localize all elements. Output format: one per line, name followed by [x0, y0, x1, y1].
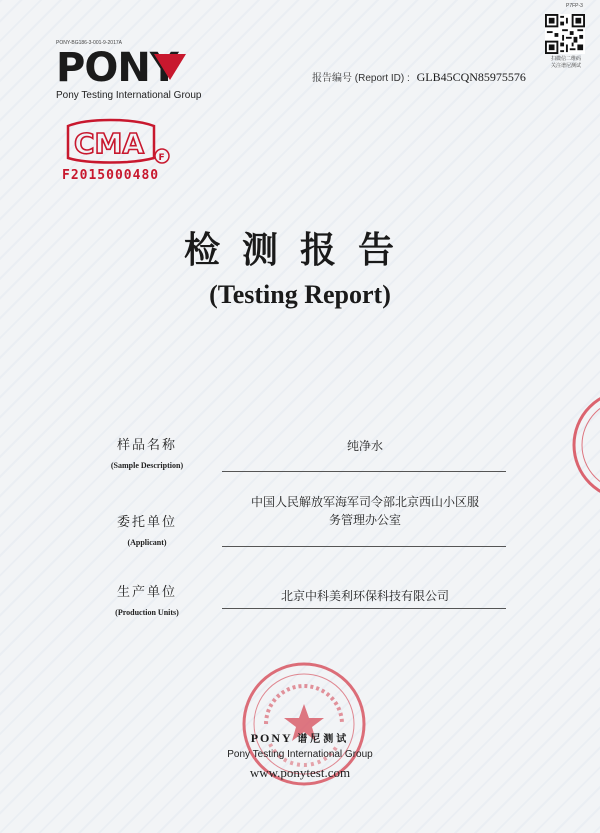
qr-code-icon: [545, 14, 585, 54]
applicant-label-cn: 委托单位: [116, 515, 177, 530]
footer-brand-en: PONY: [250, 731, 293, 745]
form-code: P7FP-3: [566, 3, 583, 9]
qr-caption-line2: 关注谱尼测试: [550, 63, 581, 69]
sample-underline: [222, 471, 506, 472]
edge-seal-icon: [568, 385, 600, 505]
applicant-value: [220, 493, 510, 529]
production-label-en: (Production Units): [115, 608, 179, 617]
report-id-value: GLB45CQN85975576: [416, 70, 526, 84]
qr-caption-line1: 扫微信二维码: [550, 56, 581, 62]
production-underline: [222, 608, 506, 609]
footer-company-name: Pony Testing International Group: [227, 749, 373, 760]
company-logo: [56, 40, 226, 101]
applicant-label: [62, 511, 232, 547]
logo-triangle-icon: [154, 54, 186, 80]
cma-certification: [62, 118, 172, 190]
applicant-underline: [222, 546, 506, 547]
logo-company-name: Pony Testing International Group: [56, 90, 202, 101]
title-english: (Testing Report): [209, 280, 391, 309]
title-chinese: 检测报告: [183, 229, 416, 271]
qr-caption: [536, 56, 596, 70]
cma-logo-icon: [62, 118, 172, 168]
logo-wordmark: [56, 45, 226, 91]
footer-brand-cn: 谱尼测试: [297, 734, 350, 745]
svg-text:CMA: CMA: [74, 127, 145, 160]
footer-brand: [0, 730, 600, 746]
footer-website: www.ponytest.com: [249, 765, 351, 780]
applicant-label-en: (Applicant): [127, 538, 167, 547]
production-label-cn: 生产单位: [116, 585, 177, 600]
production-units-value: 北京中科美利环保科技有限公司: [280, 589, 449, 603]
svg-text:F: F: [158, 153, 165, 163]
sample-label-cn: 样品名称: [116, 438, 177, 453]
sample-label-en: (Sample Description): [110, 461, 184, 470]
cma-registration-number: F2015000480: [62, 168, 160, 183]
sample-description-value: 纯净水: [346, 439, 383, 453]
logo-wordmark-text: PONY: [56, 45, 178, 91]
report-id: [312, 69, 526, 85]
applicant-value-line1: 中国人民解放军海军司令部北京西山小区服: [250, 495, 479, 509]
report-id-label: 报告编号 (Report ID) :: [312, 73, 410, 84]
sample-description-label: [62, 434, 232, 470]
logo-code: PONY-BG186-3-001-9-2017A: [56, 40, 122, 46]
production-units-label: [62, 581, 232, 617]
applicant-value-line2: 务管理办公室: [328, 513, 401, 527]
